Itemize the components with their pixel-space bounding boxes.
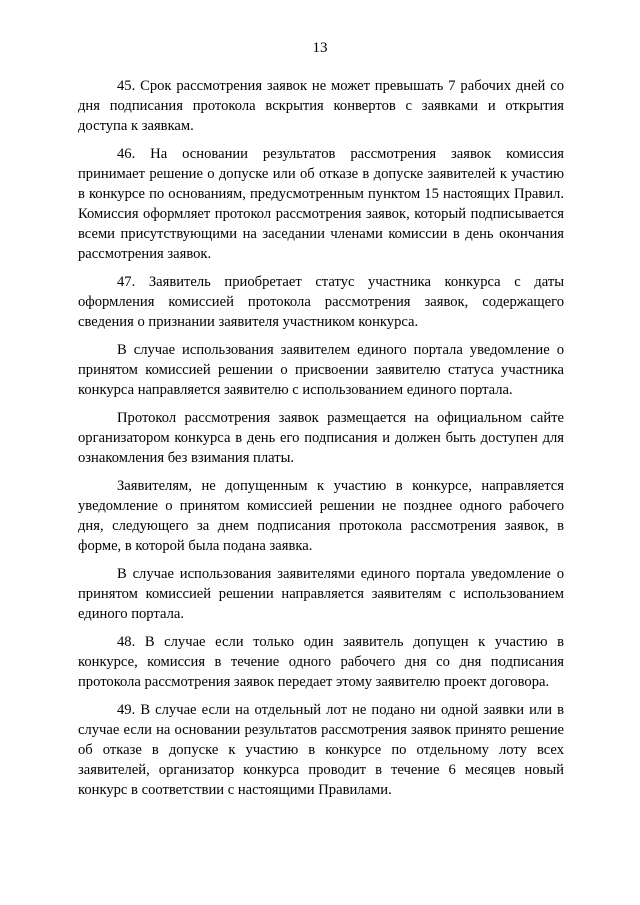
paragraph-45: 45. Срок рассмотрения заявок не может превышать 7 рабочих дней со дня подписания протокола вскрытия конвертов с заявками и открытия доступа к заявкам. [78, 78, 564, 134]
paragraph-46: 46. На основании результатов рассмотрения заявок комиссия принимает решение о допуске или об отказе в допуске заявителей к участию в конкурсе по основаниям, предусмотренным пунктом 15 настоящих Правил. Комиссия оформляет протокол рассмотрения заявок, который подписывается всеми присутствующими на заседании членами комиссии в день окончания рассмотрения заявок. [78, 146, 564, 262]
paragraph-49: 49. В случае если на отдельный лот не подано ни одной заявки или в случае если на основании результатов рассмотрения заявок принято решение об отказе в допуске к участию в конкурсе по отдельному лоту всех заявителей, организатор конкурса проводит в течение 6 месяцев новый конкурс в соответствии с настоящими Правилами. [78, 702, 564, 798]
paragraph-47: 47. Заявитель приобретает статус участника конкурса с даты оформления комиссией протокола рассмотрения заявок, содержащего сведения о признании заявителя участником конкурса. [78, 274, 564, 330]
paragraph-47-rejection-notice: Заявителям, не допущенным к участию в конкурсе, направляется уведомление о принятом комиссией решении не позднее одного рабочего дня, следующего за днем подписания протокола рассмотрения заявок, в форме, в которой была подана заявка. [78, 478, 564, 554]
paragraph-47-protocol-publication: Протокол рассмотрения заявок размещается на официальном сайте организатором конкурса в день его подписания и должен быть доступен для ознакомления без взимания платы. [78, 410, 564, 466]
paragraph-48: 48. В случае если только один заявитель допущен к участию в конкурсе, комиссия в течение одного рабочего дня со дня подписания протокола рассмотрения заявок передает этому заявителю проект договора. [78, 634, 564, 690]
page-number: 13 [312, 40, 328, 56]
paragraph-47-portal-notice: В случае использования заявителем единого портала уведомление о принятом комиссией решении о присвоении заявителю статуса участника конкурса направляется заявителю с использованием единого портала. [78, 342, 564, 398]
paragraph-47-portal-rejection-notice: В случае использования заявителями единого портала уведомление о принятом комиссией решении направляется заявителям с использованием единого портала. [78, 566, 564, 622]
document-body [78, 76, 564, 808]
